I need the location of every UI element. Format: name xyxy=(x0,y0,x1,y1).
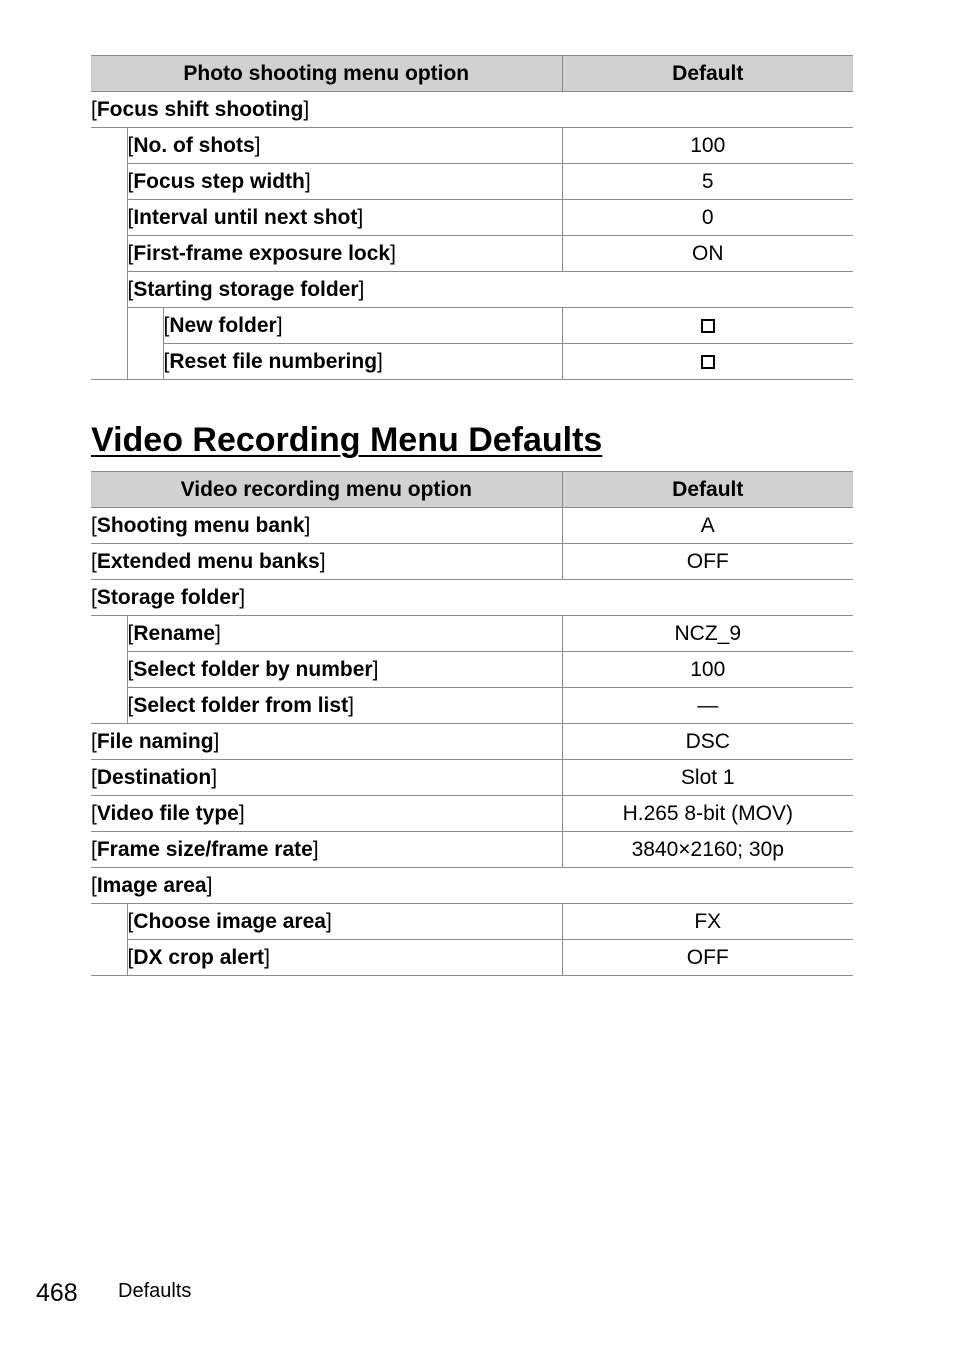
table-row xyxy=(91,724,853,760)
option-default-value: OFF xyxy=(562,544,853,580)
indent-cell xyxy=(91,904,127,976)
table-header-row xyxy=(91,472,853,508)
table-row xyxy=(91,308,853,344)
option-column-header: Video recording menu option xyxy=(91,472,562,508)
option-default-value: Slot 1 xyxy=(562,760,853,796)
table-row xyxy=(91,760,853,796)
option-default-value: 5 xyxy=(562,164,853,200)
option-name: [Extended menu banks] xyxy=(91,544,562,580)
group-label-focus-shift-shooting: [Focus shift shooting] xyxy=(91,92,853,128)
group-label-storage-folder: [Storage folder] xyxy=(91,580,853,616)
option-name: [DX crop alert] xyxy=(127,940,562,976)
group-label-image-area: [Image area] xyxy=(91,868,853,904)
option-name: [Shooting menu bank] xyxy=(91,508,562,544)
option-name: [Video file type] xyxy=(91,796,562,832)
option-default-value: NCZ_9 xyxy=(562,616,853,652)
default-column-header: Default xyxy=(562,56,853,92)
option-name: [Interval until next shot] xyxy=(127,200,562,236)
option-name: [Select folder from list] xyxy=(127,688,562,724)
option-default-value: 100 xyxy=(562,128,853,164)
table-row xyxy=(91,904,853,940)
option-name: [Choose image area] xyxy=(127,904,562,940)
option-default-value: — xyxy=(562,688,853,724)
option-default-value: 3840×2160; 30p xyxy=(562,832,853,868)
table-row xyxy=(91,580,853,616)
option-name: [Destination] xyxy=(91,760,562,796)
table-row xyxy=(91,92,853,128)
table-row xyxy=(91,344,853,380)
option-default-value: OFF xyxy=(562,940,853,976)
checkbox-unchecked-icon xyxy=(701,319,715,333)
indent-cell xyxy=(127,308,163,380)
option-default-value: DSC xyxy=(562,724,853,760)
option-name: [Rename] xyxy=(127,616,562,652)
table-row xyxy=(91,796,853,832)
group-label-starting-storage-folder: [Starting storage folder] xyxy=(127,272,853,308)
option-default-value: 0 xyxy=(562,200,853,236)
table-row xyxy=(91,868,853,904)
table-row xyxy=(91,688,853,724)
table-row xyxy=(91,236,853,272)
option-name: [No. of shots] xyxy=(127,128,562,164)
table-row xyxy=(91,940,853,976)
option-name: [Focus step width] xyxy=(127,164,562,200)
indent-cell xyxy=(91,128,127,380)
table-row xyxy=(91,508,853,544)
indent-cell xyxy=(91,616,127,724)
section-title: Video Recording Menu Defaults xyxy=(91,421,603,459)
photo-shooting-defaults-table xyxy=(91,55,853,380)
option-default-value: ON xyxy=(562,236,853,272)
option-default-value: FX xyxy=(562,904,853,940)
table-row xyxy=(91,128,853,164)
table-row xyxy=(91,164,853,200)
page-number: 468 xyxy=(36,1279,78,1307)
default-column-header: Default xyxy=(562,472,853,508)
checkbox-unchecked-icon xyxy=(701,355,715,369)
option-default-value: A xyxy=(562,508,853,544)
video-recording-defaults-table xyxy=(91,471,853,976)
option-name: [Select folder by number] xyxy=(127,652,562,688)
option-name: [Reset file numbering] xyxy=(163,344,562,380)
table-row xyxy=(91,616,853,652)
footer-section-label: Defaults xyxy=(118,1280,192,1302)
option-default-value: H.265 8-bit (MOV) xyxy=(562,796,853,832)
table-row xyxy=(91,832,853,868)
option-name: [File naming] xyxy=(91,724,562,760)
option-column-header: Photo shooting menu option xyxy=(91,56,562,92)
option-name: [New folder] xyxy=(163,308,562,344)
table-header-row xyxy=(91,56,853,92)
option-default-value xyxy=(562,308,853,344)
option-name: [First-frame exposure lock] xyxy=(127,236,562,272)
option-name: [Frame size/frame rate] xyxy=(91,832,562,868)
table-row xyxy=(91,652,853,688)
table-row xyxy=(91,200,853,236)
table-row xyxy=(91,272,853,308)
table-row xyxy=(91,544,853,580)
option-default-value xyxy=(562,344,853,380)
option-default-value: 100 xyxy=(562,652,853,688)
